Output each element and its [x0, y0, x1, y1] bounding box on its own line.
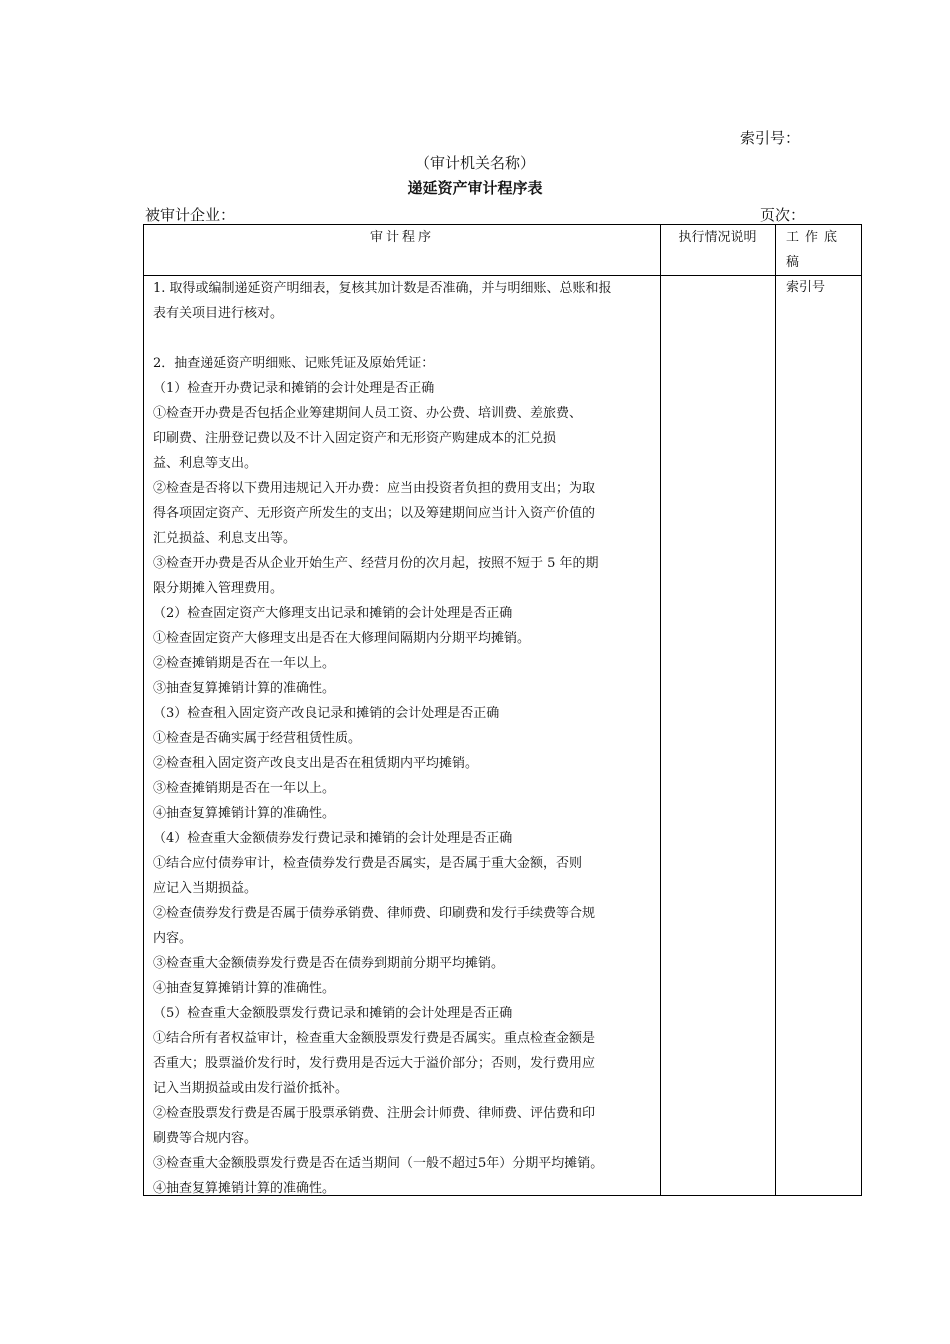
procedure-line: （4）检查重大金额债券发行费记录和摊销的会计处理是否正确: [153, 831, 513, 846]
audited-entity-label: 被审计企业：: [145, 206, 236, 224]
procedure-line: 内容。: [153, 931, 193, 946]
procedure-line: 益、利息等支出。: [153, 456, 258, 471]
procedure-line: ④抽查复算摊销计算的准确性。: [153, 981, 336, 996]
column-header-ref-line1: 工作底稿: [786, 230, 844, 270]
procedure-line: 表有关项目进行核对。: [153, 306, 284, 321]
procedure-line: ④抽查复算摊销计算的准确性。: [153, 806, 336, 821]
procedure-line: 2．抽查递延资产明细账、记账凭证及原始凭证：: [153, 356, 435, 371]
page-title: 递延资产审计程序表: [407, 179, 543, 197]
audit-procedure-table: [143, 224, 862, 1196]
column-header-ref-line2: 索引号: [786, 280, 826, 295]
procedure-line: ③抽查复算摊销计算的准确性。: [153, 681, 336, 696]
column-header-procedure: 审计程序: [369, 230, 434, 245]
procedure-line: （3）检查租入固定资产改良记录和摊销的会计处理是否正确: [153, 706, 500, 721]
procedure-line: ②检查摊销期是否在一年以上。: [153, 656, 336, 671]
procedure-line: ①检查是否确实属于经营租赁性质。: [153, 731, 362, 746]
procedure-line: ②检查租入固定资产改良支出是否在租赁期内平均摊销。: [153, 756, 479, 771]
procedure-line: ④抽查复算摊销计算的准确性。: [153, 1181, 336, 1196]
column-header-execution: 执行情况说明: [678, 230, 757, 245]
procedure-line: ②检查是否将以下费用违规记入开办费：应当由投资者负担的费用支出；为取: [153, 481, 596, 496]
procedure-line: ③检查摊销期是否在一年以上。: [153, 781, 336, 796]
column-header-workpaper-ref: [786, 225, 856, 300]
procedure-line: ①结合应付债券审计，检查债券发行费是否属实，是否属于重大金额，否则: [153, 856, 583, 871]
procedure-line: ①结合所有者权益审计，检查重大金额股票发行费是否属实。重点检查金额是: [153, 1031, 596, 1046]
audit-org-name: （审计机关名称）: [414, 154, 535, 172]
procedure-line: （5）检查重大金额股票发行费记录和摊销的会计处理是否正确: [153, 1006, 513, 1021]
index-number-label: 索引号：: [740, 129, 801, 147]
procedure-line: ③检查重大金额股票发行费是否在适当期间（一般不超过5年）分期平均摊销。: [153, 1156, 604, 1171]
procedure-line: 印刷费、注册登记费以及不计入固定资产和无形资产购建成本的汇兑损: [153, 431, 557, 446]
procedure-line: （1）检查开办费记录和摊销的会计处理是否正确: [153, 381, 435, 396]
column-divider: [775, 225, 776, 1195]
procedure-line: 记入当期损益或由发行溢价抵补。: [153, 1081, 349, 1096]
procedure-line: 限分期摊入管理费用。: [153, 581, 284, 596]
procedure-line: 否重大；股票溢价发行时，发行费用是否远大于溢价部分；否则，发行费用应: [153, 1056, 596, 1071]
procedure-line: ②检查股票发行费是否属于股票承销费、注册会计师费、律师费、评估费和印: [153, 1106, 596, 1121]
procedure-line: 得各项固定资产、无形资产所发生的支出；以及筹建期间应当计入资产价值的: [153, 506, 596, 521]
procedure-line: ②检查债券发行费是否属于债券承销费、律师费、印刷费和发行手续费等合规: [153, 906, 596, 921]
procedure-line: ①检查固定资产大修理支出是否在大修理间隔期内分期平均摊销。: [153, 631, 531, 646]
procedure-line: 应记入当期损益。: [153, 881, 258, 896]
page-number-label: 页次：: [760, 206, 806, 224]
procedure-line: ③检查开办费是否从企业开始生产、经营月份的次月起，按照不短于 5 年的期: [153, 556, 599, 571]
procedure-line: ③检查重大金额债券发行费是否在债券到期前分期平均摊销。: [153, 956, 505, 971]
procedure-line: （2）检查固定资产大修理支出记录和摊销的会计处理是否正确: [153, 606, 513, 621]
column-divider: [660, 225, 661, 1195]
procedure-line: ①检查开办费是否包括企业筹建期间人员工资、办公费、培训费、差旅费、: [153, 406, 583, 421]
procedure-line: 刷费等合规内容。: [153, 1131, 258, 1146]
procedure-line: 1. 取得或编制递延资产明细表，复核其加计数是否准确，并与明细账、总账和报: [153, 281, 612, 296]
procedure-line: [153, 326, 656, 351]
procedure-text: [153, 276, 656, 1201]
procedure-line: 汇兑损益、利息支出等。: [153, 531, 297, 546]
